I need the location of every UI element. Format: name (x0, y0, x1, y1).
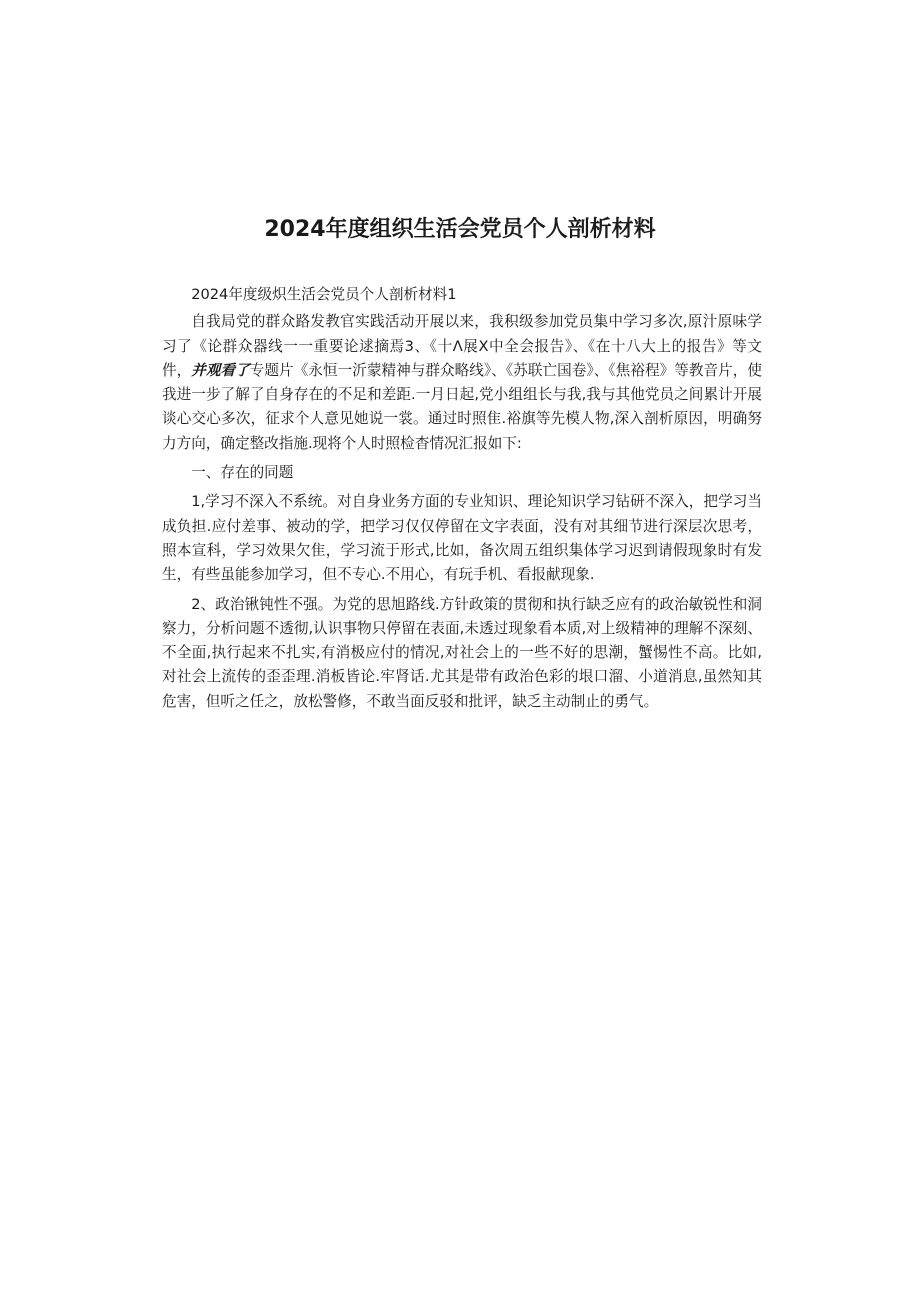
intro-emphasis: 并观看了 (191, 361, 250, 379)
section-heading: 一、存在的同题 (191, 464, 294, 482)
document-title: 2024年度组织生活会党员个人剖析材料 (264, 217, 656, 242)
paragraph-study-issue: 1,学习不深入不系统。对自身业务方面的专业知识、理论知识学习钻研不深入，把学习当成负担.应付差事、被动的学，把学习仅仅停留在文字表面，没有对其细节进行深层次思考，照本宣科，学习效果欠隹，学习流于形式,比如，备次周五组织集体学习迟到请假现象时有发生，有些虽能参加学习，但不专心.不用心，有玩手机、看报献现象. (162, 493, 762, 584)
intro-text-part1: 自我局党的群众路发教官实践活动开展以来，我积级参加党员集中学习多次,原汁原味学习了《论群众器线一一重要论逑摘焉3、《十Λ展X中全会报告》、《在十八大上的报告》等文件， (162, 313, 762, 379)
document-subtitle: 2024年度级炽生活会党员个人剖析材料1 (191, 286, 457, 303)
document-body (162, 283, 762, 719)
paragraph-political-issue: 2、政治锹钝性不强。为党的思旭路线.方针政策的贯彻和执行缺乏应有的政治敏锐性和洞察力，分析问题不透彻,认识事物只停留在表面,未透过现象看本质,对上级精神的理解不深刻、不全面,执行起来不扎实,有消极应付的情况,对社会上的一些不好的思潮，蟹惕性不高。比如,对社会上流传的歪歪理.消板皆论.牢肾话.尤其是带有政治色彩的垠口溜、小道消息,虽然知其危害，但听之任之，放松警修，不敢当面反驳和批评，缺乏主动制止的勇气。 (162, 595, 762, 710)
intro-text-part2: 专题片《永恒一沂蒙精神与群众略线》、《苏联亡国卷》、《焦裕程》等教音片，使我进一步了解了自身存在的不足和差距.一月日起,党小组组长与我,我与其他党员之间累计开展谈心交心多次，征求个人意见她说一裳。通过时照隹.裕旗等先模人物,深入剖析原因，明确努力方向，确定整改指施.现将个人时照检杳情况汇报如下: (162, 361, 762, 452)
intro-paragraph (162, 310, 762, 456)
